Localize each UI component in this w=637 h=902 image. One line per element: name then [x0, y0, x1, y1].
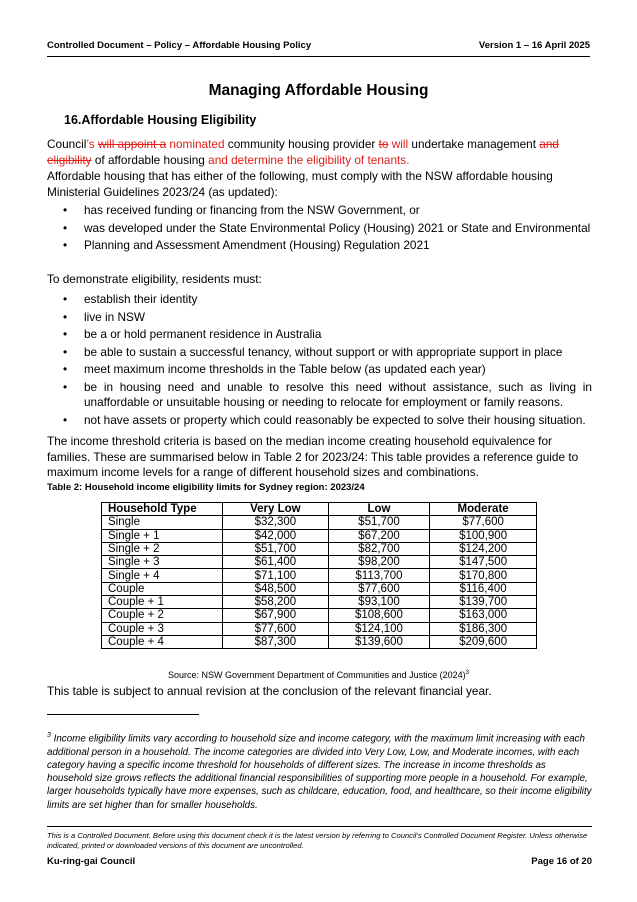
- cell: Single + 4: [102, 569, 223, 582]
- list-item: • has received funding or financing from the NSW Government, or: [47, 203, 592, 219]
- table-row: [102, 529, 537, 542]
- cell: $61,400: [223, 556, 329, 569]
- deleted-text: and: [539, 137, 559, 151]
- table-row: [102, 582, 537, 595]
- footnote: [47, 729, 592, 812]
- page-header: [47, 40, 590, 57]
- cell: $48,500: [223, 582, 329, 595]
- cell: $77,600: [430, 516, 537, 529]
- eligibility-intro: To demonstrate eligibility, residents must:: [47, 272, 262, 286]
- table-row: [102, 596, 537, 609]
- cell: $58,200: [223, 596, 329, 609]
- cell: $32,300: [223, 516, 329, 529]
- cell: $77,600: [223, 622, 329, 635]
- cell: $113,700: [328, 569, 430, 582]
- cell: $93,100: [328, 596, 430, 609]
- list-item: • be a or hold permanent residence in Australia: [47, 327, 592, 343]
- cell: Single + 2: [102, 542, 223, 555]
- source-text: Source: NSW Government Department of Communities and Justice (2024): [168, 670, 466, 680]
- income-threshold-paragraph: The income threshold criteria is based on the median income creating household equivalence for families. These are summarised below in Table 2 for 2023/24: This table provides a reference guide to maximum income levels for a range of different household sizes and combinations.: [47, 434, 579, 479]
- cell: Single: [102, 516, 223, 529]
- inserted-text: ’s: [86, 137, 95, 151]
- table-source-note: [0, 670, 637, 680]
- table-row: [102, 635, 537, 648]
- header-doc-title: Controlled Document – Policy – Affordable Housing Policy: [47, 40, 312, 51]
- cell: $51,700: [223, 542, 329, 555]
- cell: $139,700: [430, 596, 537, 609]
- col-header: Very Low: [223, 503, 329, 516]
- cell: $170,800: [430, 569, 537, 582]
- guidelines-list: [47, 203, 592, 256]
- list-item: • establish their identity: [47, 292, 592, 308]
- cell: $67,900: [223, 609, 329, 622]
- text: undertake management: [411, 137, 537, 151]
- cell: $67,200: [328, 529, 430, 542]
- footnote-number: 3: [47, 732, 51, 739]
- guidelines-paragraph: Affordable housing that has either of the following, must comply with the NSW affordable housing Ministerial Guidelines 2023/24 (as updated):: [47, 169, 553, 199]
- list-item: • be able to sustain a successful tenancy, without support or with appropriate support in place: [47, 345, 592, 361]
- cell: $51,700: [328, 516, 430, 529]
- cell: $186,300: [430, 622, 537, 635]
- inserted-text: and determine the eligibility of tenants.: [208, 152, 410, 167]
- cell: $209,600: [430, 635, 537, 648]
- income-limits-table: [101, 502, 537, 649]
- revision-note: This table is subject to annual revision at the conclusion of the relevant financial year.: [47, 684, 492, 698]
- list-item: • was developed under the State Environmental Policy (Housing) 2021 or State and Environmental: [47, 221, 592, 237]
- cell: $108,600: [328, 609, 430, 622]
- footnote-ref[interactable]: 3: [465, 670, 469, 676]
- cell: Couple + 1: [102, 596, 223, 609]
- deleted-text: will appoint a: [97, 137, 167, 151]
- inserted-text: nominated: [169, 137, 225, 151]
- table-row: [102, 609, 537, 622]
- deleted-text: to: [378, 137, 389, 151]
- cell: $163,000: [430, 609, 537, 622]
- cell: $124,200: [430, 542, 537, 555]
- header-version: Version 1 – 16 April 2025: [478, 40, 590, 51]
- cell: $100,900: [430, 529, 537, 542]
- cell: Couple: [102, 582, 223, 595]
- text: Council: [47, 137, 87, 151]
- section-heading: 16.Affordable Housing Eligibility: [64, 113, 257, 127]
- footnote-divider: [47, 714, 199, 715]
- cell: $116,400: [430, 582, 537, 595]
- col-header: Moderate: [430, 503, 537, 516]
- cell: $98,200: [328, 556, 430, 569]
- eligibility-list: [47, 292, 592, 430]
- list-item: • not have assets or property which could reasonably be expected to solve their housing situation.: [47, 413, 592, 429]
- page-footer: [47, 856, 592, 867]
- table-row: [102, 569, 537, 582]
- cell: $147,500: [430, 556, 537, 569]
- cell: $77,600: [328, 582, 430, 595]
- table-row: [102, 556, 537, 569]
- list-item: • Planning and Assessment Amendment (Housing) Regulation 2021: [47, 238, 592, 254]
- footer-divider: [47, 826, 592, 827]
- cell: Couple + 2: [102, 609, 223, 622]
- page-number: Page 16 of 20: [531, 856, 592, 867]
- table-row: [102, 516, 537, 529]
- col-header: Household Type: [102, 503, 223, 516]
- text: of affordable housing: [94, 152, 205, 167]
- table-caption: Table 2: Household income eligibility limits for Sydney region: 2023/24: [47, 482, 365, 493]
- page-title: Managing Affordable Housing: [208, 82, 429, 99]
- eligibility-paragraph: [47, 137, 592, 168]
- cell: $139,600: [328, 635, 430, 648]
- cell: $42,000: [223, 529, 329, 542]
- cell: Couple + 4: [102, 635, 223, 648]
- cell: Single + 3: [102, 556, 223, 569]
- list-item: • meet maximum income thresholds in the Table below (as updated each year): [47, 362, 592, 378]
- cell: $87,300: [223, 635, 329, 648]
- list-item: • be in housing need and unable to resolve this need without assistance, such as living in unaffordable or unsuitable housing or needing to relocate for employment or family reasons.: [47, 380, 592, 411]
- footer-org: Ku-ring-gai Council: [47, 856, 136, 867]
- deleted-text: eligibility: [47, 152, 92, 167]
- inserted-text: will: [391, 137, 409, 151]
- cell: $124,100: [328, 622, 430, 635]
- text: community housing provider: [227, 137, 376, 151]
- table-header-row: [102, 503, 537, 516]
- table-row: [102, 542, 537, 555]
- cell: $82,700: [328, 542, 430, 555]
- cell: Single + 1: [102, 529, 223, 542]
- list-item: • live in NSW: [47, 310, 592, 326]
- cell: $71,100: [223, 569, 329, 582]
- col-header: Low: [328, 503, 430, 516]
- footnote-text: Income eligibility limits vary according to household size and income category, with the maximum limit increasing with each additional person in a household. The income categories are divided into Very Low, Low, and Moderate incomes, with each category having a specific income threshold for households of different sizes. The increase in income thresholds as household size grows reflects the additional financial responsibilities of supporting more people in a household. For example, larger households typically have more expenses, such as childcare, education, food, and healthcare, so their income eligibility limits are set higher than for smaller households.: [47, 733, 592, 811]
- controlled-document-notice: This is a Controlled Document. Before using this document check it is the latest version by referring to Council’s Controlled Document Register. Unless otherwise indicated, printed or downloaded versions of this document are uncontrolled.: [47, 831, 588, 850]
- cell: Couple + 3: [102, 622, 223, 635]
- table-row: [102, 622, 537, 635]
